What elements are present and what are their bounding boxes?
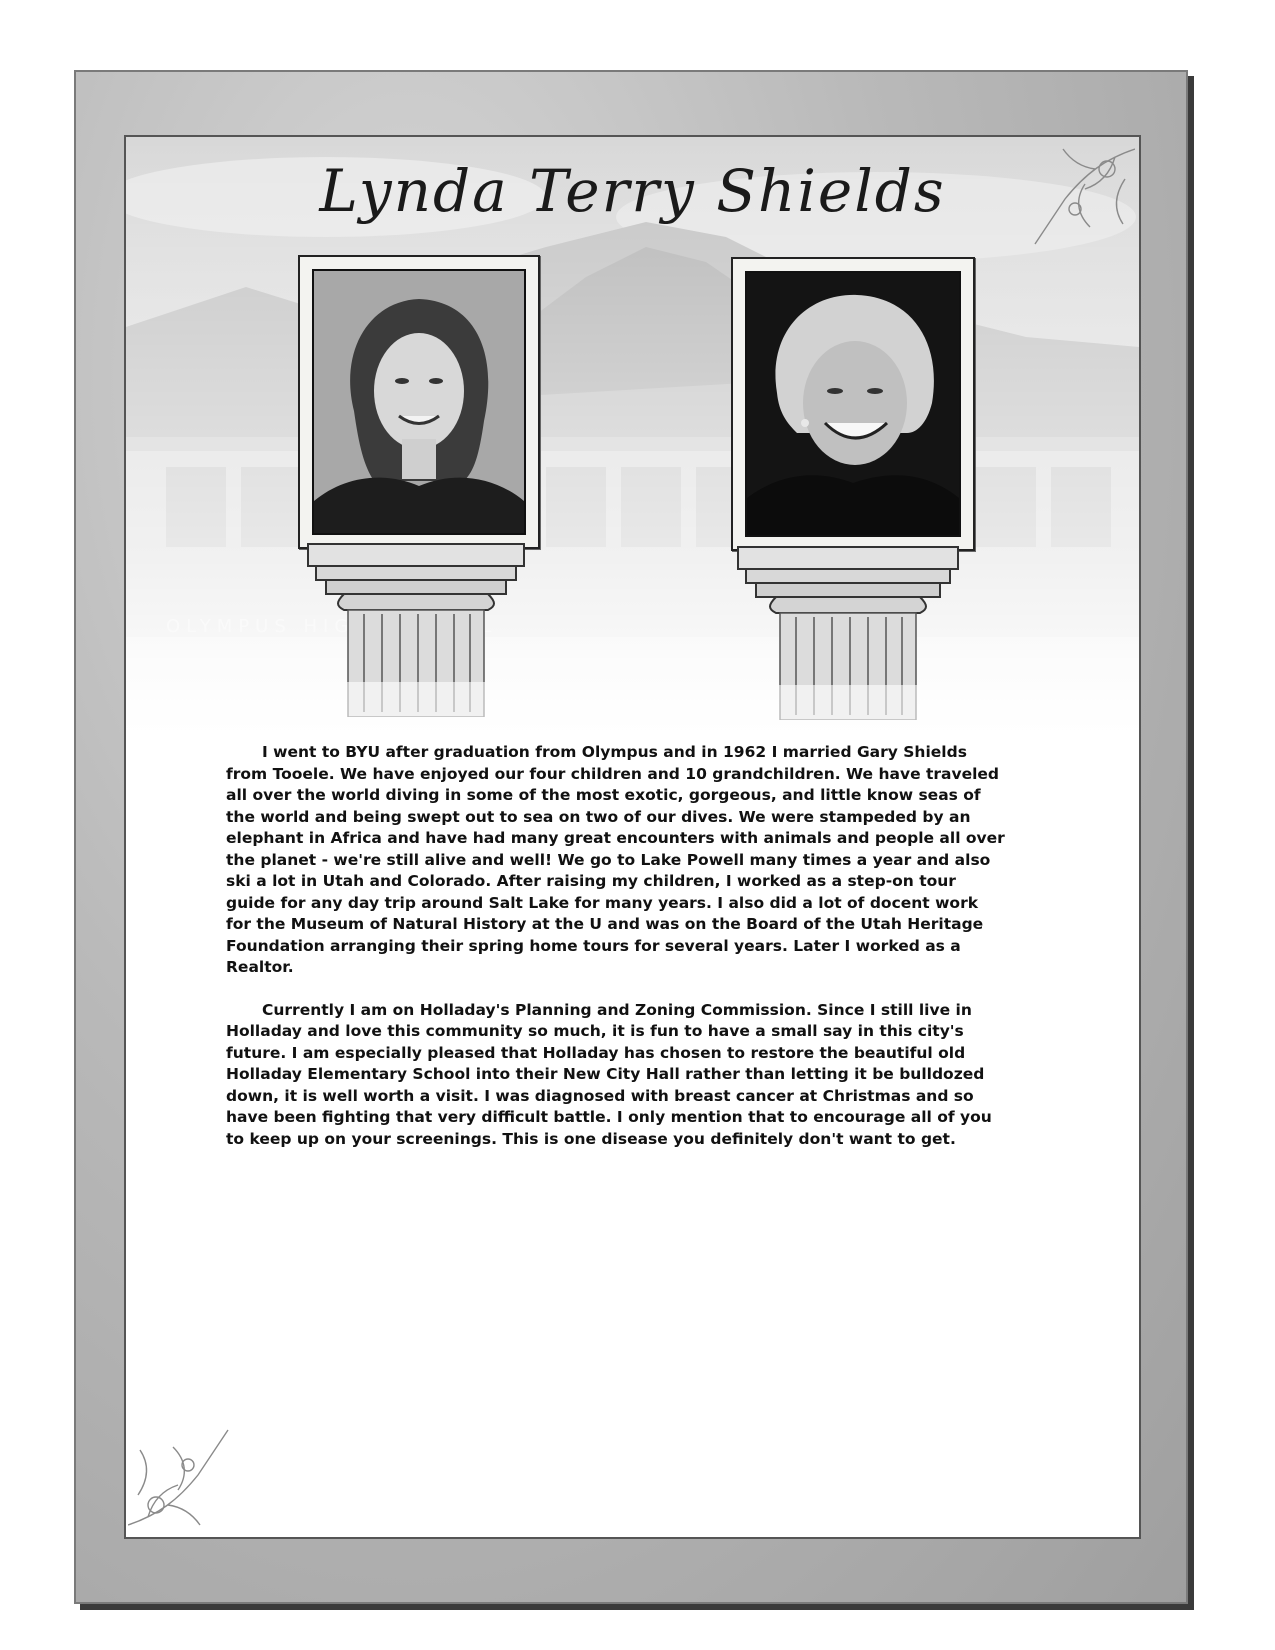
yearbook-portrait-icon	[314, 271, 524, 533]
portrait-frame-right	[731, 257, 975, 551]
background-photo	[126, 137, 1139, 737]
column-left-icon	[306, 542, 526, 717]
adult-portrait-icon	[747, 273, 959, 535]
page-title: Lynda Terry Shields	[319, 157, 946, 225]
bio-paragraph: I went to BYU after graduation from Olympus and in 1962 I married Gary Shields from Tooele. We have enjoyed our four children and 10 grandchildren. We have traveled all over the world diving in some of the most exotic, gorgeous, and little know seas of the world and being swept out to sea on two of our dives. We were stampeded by an elephant in Africa and have had many great encounters with animals and people all over the planet - we're still alive and well! We go to Lake Powell many times a year and also ski a lot in Utah and Colorado. After raising my children, I worked as a step-on tour guide for any day trip around Salt Lake for many years. I also did a lot of docent work for the Museum of Natural History at the U and was on the Board of the Utah Heritage Foundation arranging their spring home tours for several years. Later I worked as a Realtor.	[226, 743, 1005, 976]
floral-corner-icon	[1015, 139, 1135, 249]
bio-paragraph: Currently I am on Holladay's Planning and Zoning Commission. Since I still live in Holladay and love this community so much, it is fun to have a small say in this city's future. I am especially pleased that Holladay has chosen to restore the beautiful old Holladay Elementary School into their New City Hall rather than letting it be bulldozed down, it is well worth a visit. I was diagnosed with breast cancer at Christmas and so have been fighting that very difficult battle. I only mention that to encourage all of you to keep up on your screenings. This is one disease you definitely don't want to get.	[226, 1000, 992, 1148]
column-right-icon	[736, 545, 961, 720]
page	[124, 135, 1141, 1539]
biography	[226, 742, 1006, 1171]
floral-corner-icon	[128, 1425, 248, 1535]
portrait-frame-left	[298, 255, 540, 549]
